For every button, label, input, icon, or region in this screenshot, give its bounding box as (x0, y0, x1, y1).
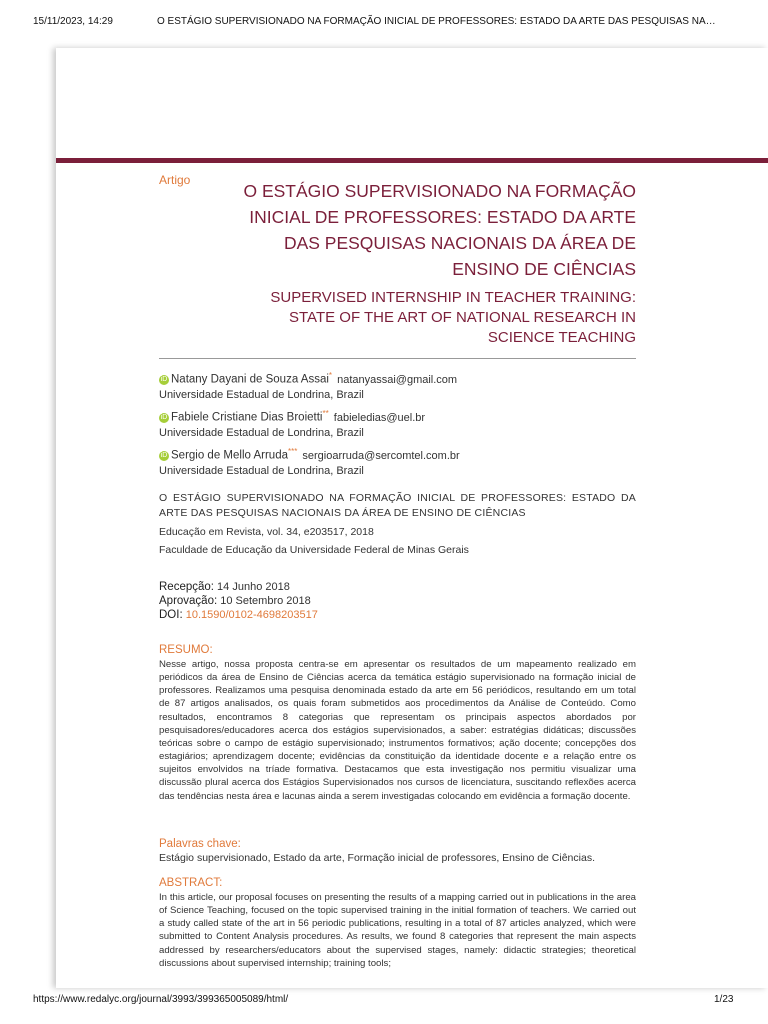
print-url[interactable]: https://www.redalyc.org/journal/3993/399365005089/html/ (33, 994, 289, 1005)
author-name[interactable]: Fabiele Cristiane Dias Broietti (171, 411, 323, 424)
abstract-text: In this article, our proposal focuses on presenting the results of a mapping carried out in publications in the area of Science Teaching, focused on the topic supervised training in the initial formation of teachers. We carried out a study called state of the art in 56 periodic publications, resulting in a total of 87 articles analyzed, which were submitted to Content Analysis procedures. As results, we found 8 categories that represent the main aspects addressed by researchers/educators about the supervised stages, namely: didactic strategies; theoretical discussions about supervised internship; training tools; (159, 892, 636, 969)
resumo-text: Nesse artigo, nossa proposta centra-se em apresentar os resultados de um mapeamento realizado em periódicos da área de Ensino de Ciências acerca da temática estágio supervisionado na formação inicial de professores. Realizamos uma pesquisa denominada estado da arte em 56 periódicos, resultando em um total de 87 artigos analisados, os quais foram submetidos aos procedimentos da Análise de Conteúdo. Como resultados, encontramos 8 categorias que representam os principais aspectos abordados por pesquisadores/educadores acerca dos estágios supervisionados, a saber: estratégias didáticas; discussões teóricas sobre o campo de estágio supervisionado; instrumentos formativos; ação docente; concepções dos estagiários; aprendizagem docente; evidências da constituição da identidade docente e a relação entre os sujeitos envolvidos na tríade formativa. Destacamos que esta investigação nos permitiu visualizar uma discussão plural acerca dos Estágios Supervisionados nos cursos de licenciatura, suscitando reflexões acerca das tendências nesta área e lacunas ainda a serem investigadas colocando em evidência a formação docente. (159, 659, 636, 802)
doi-link[interactable]: 10.1590/0102-4698203517 (185, 609, 318, 621)
print-footer (0, 994, 768, 1014)
title-pt-line: DAS PESQUISAS NACIONAIS DA ÁREA DE (283, 233, 636, 253)
title-divider (159, 358, 636, 359)
received-value: 14 Junho 2018 (217, 581, 290, 593)
header-rule (56, 158, 768, 163)
author-name[interactable]: Natany Dayani de Souza Assai (171, 373, 329, 386)
author-block (159, 406, 659, 441)
article-title-en (236, 288, 636, 348)
keywords-text: Estágio supervisionado, Estado da arte, Formação inicial de professores, Ensino de Ciências. (159, 852, 595, 864)
author-footnote-mark[interactable]: *** (287, 447, 298, 456)
abstract-heading: ABSTRACT: (159, 877, 223, 889)
print-header (0, 16, 768, 36)
approved-value: 10 Setembro 2018 (220, 595, 311, 607)
title-en-line: STATE OF THE ART OF NATIONAL RESEARCH IN (289, 309, 636, 326)
title-pt-line: INICIAL DE PROFESSORES: ESTADO DA ARTE (249, 207, 636, 227)
reference-publisher: Faculdade de Educação da Universidade Federal de Minas Gerais (159, 544, 469, 556)
author-footnote-mark[interactable]: ** (322, 409, 329, 418)
author-institution: Universidade Estadual de Londrina, Brazil (159, 388, 364, 401)
approved-row (159, 595, 636, 608)
article-title-pt (236, 178, 636, 282)
author-institution: Universidade Estadual de Londrina, Brazil (159, 426, 364, 439)
author-block (159, 368, 659, 403)
print-doc-title: O ESTÁGIO SUPERVISIONADO NA FORMAÇÃO INICIAL DE PROFESSORES: ESTADO DA ARTE DAS PESQUISAS NA… (157, 16, 716, 27)
article-page (56, 48, 768, 988)
print-timestamp: 15/11/2023, 14:29 (33, 16, 113, 27)
orcid-icon[interactable]: iD (160, 375, 168, 383)
title-en-line: SCIENCE TEACHING (487, 329, 636, 346)
author-name[interactable]: Sergio de Mello Arruda (171, 449, 288, 462)
author-block (159, 444, 659, 479)
author-email[interactable]: sergioarruda@sercomtel.com.br (302, 449, 460, 462)
approved-label: Aprovação: (159, 595, 218, 607)
author-institution: Universidade Estadual de Londrina, Brazil (159, 464, 364, 477)
author-footnote-mark[interactable]: * (328, 371, 333, 380)
received-label: Recepção: (159, 581, 214, 593)
section-label: Artigo (159, 173, 191, 187)
title-pt-line: O ESTÁGIO SUPERVISIONADO NA FORMAÇÃO (243, 181, 636, 201)
doi-label: DOI: (159, 609, 183, 621)
doi-row (159, 609, 636, 622)
received-row (159, 581, 636, 594)
reference-journal: Educação em Revista, vol. 34, e203517, 2018 (159, 526, 374, 538)
resumo-heading: RESUMO: (159, 644, 213, 656)
title-en-line: SUPERVISED INTERNSHIP IN TEACHER TRAINING: (270, 289, 636, 306)
reference-title: O ESTÁGIO SUPERVISIONADO NA FORMAÇÃO INICIAL DE PROFESSORES: ESTADO DA ARTE DAS PESQUISAS NACIONAIS DA ÁREA DE ENSINO DE CIÊNCIAS (159, 492, 636, 519)
author-email[interactable]: fabieledias@uel.br (333, 411, 426, 424)
title-pt-line: ENSINO DE CIÊNCIAS (452, 259, 636, 279)
keywords-heading: Palavras chave: (159, 838, 241, 850)
orcid-icon[interactable]: iD (160, 451, 168, 459)
print-page-number: 1/23 (714, 994, 734, 1005)
orcid-icon[interactable]: iD (160, 413, 168, 421)
author-email[interactable]: natanyassai@gmail.com (337, 373, 458, 386)
